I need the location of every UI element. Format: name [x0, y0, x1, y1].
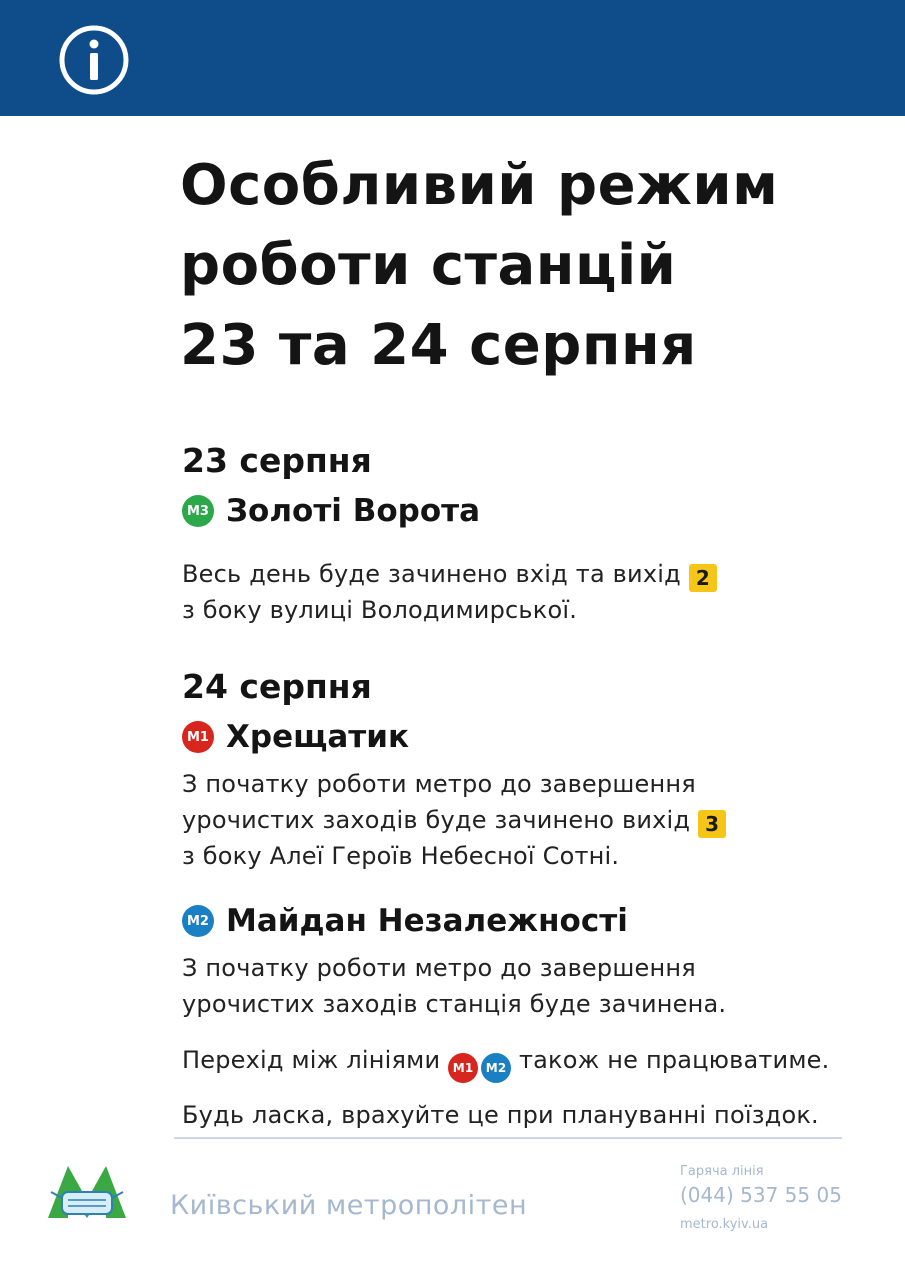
line-m3-badge: M3: [182, 495, 214, 527]
notice-zoloti-vorota: [182, 556, 892, 628]
title-line-3: 23 та 24 серпня: [180, 313, 697, 378]
planning-note: Будь ласка, врахуйте це при плануванні поїздок.: [182, 1101, 819, 1129]
notice-line: З початку роботи метро до завершення: [182, 954, 696, 982]
transfer-notice: [182, 1042, 892, 1083]
footer-divider: [174, 1137, 842, 1139]
exit-number-badge: 3: [698, 810, 726, 838]
info-icon: [58, 24, 130, 96]
title-line-2: роботи станцій: [180, 233, 677, 298]
notice-khreshchatyk: [182, 766, 892, 874]
organization-name: Київський метрополітен: [170, 1190, 528, 1221]
station-name: Хрещатик: [226, 719, 410, 755]
line-m2-badge: M2: [481, 1053, 511, 1083]
station-name: Золоті Ворота: [226, 493, 481, 529]
date-heading-24: 24 серпня: [182, 667, 372, 706]
notice-line: урочистих заходів станція буде зачинена.: [182, 990, 727, 1018]
title-line-1: Особливий режим: [180, 153, 779, 218]
hotline-phone[interactable]: (044) 537 55 05: [680, 1183, 842, 1207]
website-link[interactable]: metro.kyiv.ua: [680, 1217, 769, 1232]
page-title: [180, 146, 880, 386]
notice-maidan: [182, 950, 892, 1022]
station-maidan-nezalezhnosti: [182, 896, 892, 946]
notice-text: урочистих заходів буде зачинено вихід: [182, 806, 691, 834]
station-zoloti-vorota: [182, 486, 892, 536]
line-m2-badge: M2: [182, 905, 214, 937]
transfer-text-after: також не працюватиме.: [518, 1046, 830, 1074]
notice-line: [182, 802, 892, 838]
line-m1-badge: M1: [182, 721, 214, 753]
notice-line: [182, 556, 892, 592]
notice-line: З початку роботи метро до завершення: [182, 770, 696, 798]
header-bar: [0, 0, 905, 116]
station-khreshchatyk: [182, 712, 892, 762]
hotline-label: Гаряча лінія: [680, 1164, 764, 1179]
station-name: Майдан Незалежності: [226, 903, 628, 939]
line-m1-badge: M1: [448, 1053, 478, 1083]
transfer-text-before: Перехід між лініями: [182, 1046, 441, 1074]
main-content: [182, 434, 892, 1133]
notice-line: з боку Алеї Героїв Небесної Сотні.: [182, 842, 620, 870]
date-heading-23: 23 серпня: [182, 441, 372, 480]
kyiv-metro-logo: [48, 1162, 126, 1220]
notice-line: з боку вулиці Володимирської.: [182, 596, 578, 624]
notice-text: Весь день буде зачинено вхід та вихід: [182, 560, 681, 588]
exit-number-badge: 2: [689, 564, 717, 592]
